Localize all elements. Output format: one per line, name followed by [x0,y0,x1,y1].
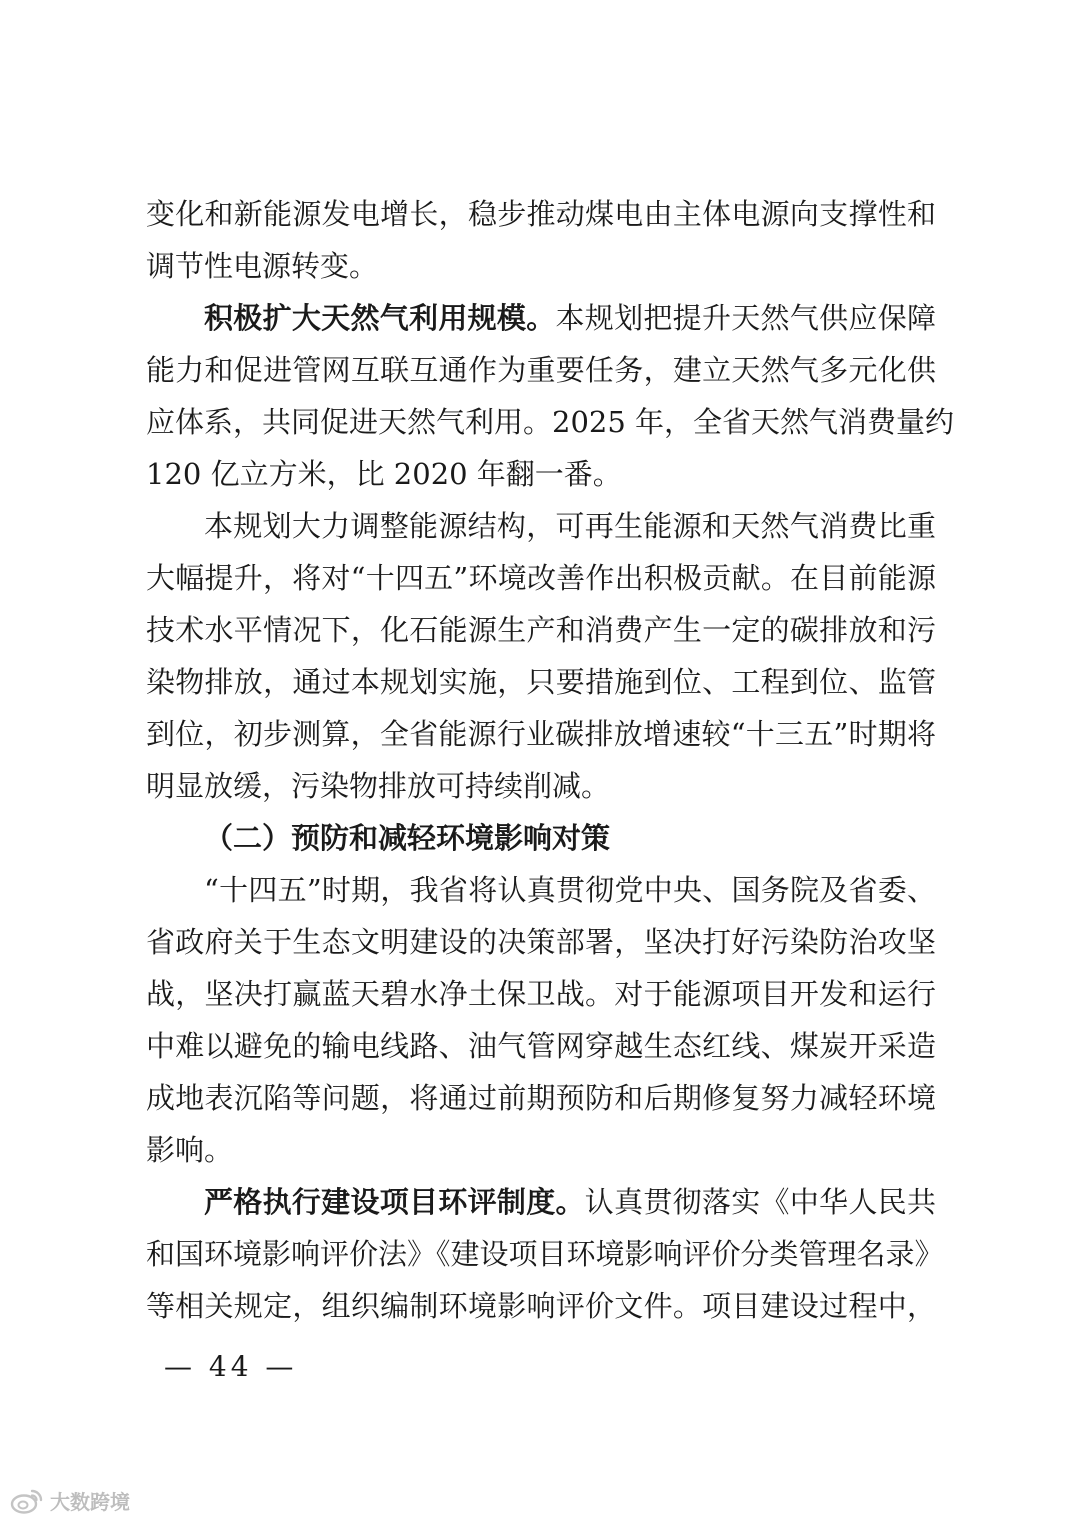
text-line: 中难以避免的输电线路、油气管网穿越生态红线、煤炭开采造 [146,1029,936,1063]
text-line: 省政府关于生态文明建设的决策部署，坚决打好污染防治攻坚 [146,925,936,959]
watermark-text: 大数跨境 [50,1490,130,1514]
text-line: 等相关规定，组织编制环境影响评价文件。项目建设过程中， [146,1289,936,1323]
text-line: 和国环境影响评价法》《建设项目环境影响评价分类管理名录》 [146,1237,944,1271]
text-line: 到位，初步测算，全省能源行业碳排放增速较“十三五”时期将 [146,717,936,751]
text-line [146,292,936,344]
document-body [146,188,955,1332]
text-line: 成地表沉陷等问题，将通过前期预防和后期修复努力减轻环境 [146,1081,936,1115]
text-line: 染物排放，通过本规划实施，只要措施到位、工程到位、监管 [146,665,936,699]
section-heading: （二）预防和减轻环境影响对策 [204,821,611,855]
text-line: 影响。 [146,1133,234,1167]
text-line: 能力和促进管网互联互通作为重要任务，建立天然气多元化供 [146,353,936,387]
text-line: 明显放缓，污染物排放可持续削减。 [146,769,611,803]
paragraph-lead: 积极扩大天然气利用规模。 [204,301,556,335]
text-segment: 认真贯彻落实《中华人民共 [584,1185,936,1219]
paragraph-lead: 严格执行建设项目环评制度。 [204,1185,585,1219]
text-line: 变化和新能源发电增长，稳步推动煤电由主体电源向支撑性和 [146,197,936,231]
text-line: 本规划大力调整能源结构，可再生能源和天然气消费比重 [204,509,936,543]
page-number: — 44 — [164,1350,298,1383]
text-line: 应体系，共同促进天然气利用。2025 年，全省天然气消费量约 [146,405,955,439]
text-line: 120 亿立方米，比 2020 年翻一番。 [146,457,622,491]
text-line: 技术水平情况下，化石能源生产和消费产生一定的碳排放和污 [146,613,936,647]
weibo-logo-icon [10,1488,44,1514]
text-line [146,1176,936,1228]
text-line: “十四五”时期，我省将认真贯彻党中央、国务院及省委、 [204,873,936,907]
text-line: 调节性电源转变。 [146,249,379,283]
watermark [10,1486,130,1515]
text-line: 战，坚决打赢蓝天碧水净土保卫战。对于能源项目开发和运行 [146,977,936,1011]
text-line: 大幅提升，将对“十四五”环境改善作出积极贡献。在目前能源 [146,561,936,595]
text-segment: 本规划把提升天然气供应保障 [555,301,936,335]
